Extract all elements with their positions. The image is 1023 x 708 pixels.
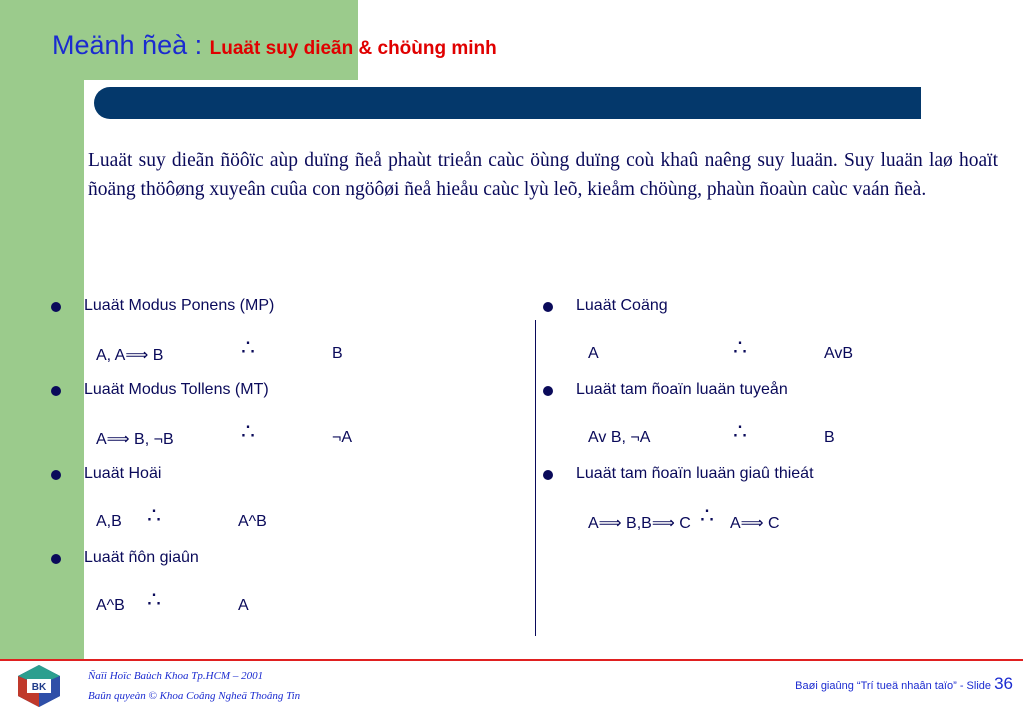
therefore-icon: ∴: [733, 335, 747, 360]
bullet-icon: [51, 554, 61, 564]
bullet-icon: [51, 302, 61, 312]
rule-premise: Av B, ¬A: [588, 429, 651, 446]
column-divider: [535, 320, 536, 636]
rule-addition: [540, 292, 1010, 376]
rule-modus-tollens: [48, 376, 528, 460]
footer-copyright: Baûn quyeàn © Khoa Coâng Ngheä Thoâng Tin: [88, 690, 301, 702]
footer-credits: [88, 666, 300, 706]
footer-divider: [0, 659, 1023, 661]
rule-premise: A⟹ B, ¬B: [96, 431, 174, 448]
intro-paragraph: [88, 146, 998, 204]
rule-simplification: [48, 544, 528, 628]
therefore-icon: ∴: [241, 419, 255, 444]
therefore-icon: ∴: [733, 419, 747, 444]
bullet-icon: [51, 470, 61, 480]
rules-left-column: [48, 292, 528, 628]
rule-name: Luaät tam ñoaïn luaän tuyeån: [576, 381, 788, 398]
rule-conclusion: ¬A: [332, 429, 353, 446]
slide-title: [52, 30, 497, 61]
therefore-icon: ∴: [700, 503, 714, 528]
therefore-icon: ∴: [147, 503, 161, 528]
intro-text: Luaät suy dieãn ñöôïc aùp duïng ñeå phaùt trieån caùc öùng duïng coù khaû naêng suy luaän. Suy luaän laø hoaït ñoäng thöôøng xuyeân cuûa con ngöôøi ñeå hieåu caùc lyù leõ, kieåm chöùng, phaùn ñoaùn caùc vaán ñeà.: [88, 150, 998, 200]
rule-modus-ponens: [48, 292, 528, 376]
university-logo-icon: [14, 663, 64, 708]
rule-premise: A⟹ B,B⟹ C: [588, 515, 691, 532]
rule-conclusion: B: [332, 345, 343, 362]
rule-name: Luaät tam ñoaïn luaän giaû thieát: [576, 465, 814, 482]
footer-slide-info: [795, 674, 1013, 694]
therefore-icon: ∴: [147, 587, 161, 612]
slide-title-main: Meänh ñeà :: [52, 30, 210, 60]
rule-name: Luaät ñôn giaûn: [84, 549, 199, 566]
rule-conclusion: A: [238, 597, 249, 614]
bullet-icon: [543, 302, 553, 312]
slide-number: 36: [994, 674, 1013, 693]
footer-university: Ñaïi Hoïc Baùch Khoa Tp.HCM – 2001: [88, 670, 264, 682]
rule-conclusion: AvB: [824, 345, 854, 362]
bullet-icon: [543, 470, 553, 480]
slide-title-sub: Luaät suy dieãn & chöùng minh: [209, 38, 497, 59]
rule-premise: A^B: [96, 597, 125, 614]
rule-name: Luaät Modus Tollens (MT): [84, 381, 269, 398]
rule-conclusion: A^B: [238, 513, 267, 530]
therefore-icon: ∴: [241, 335, 255, 360]
bullet-icon: [543, 386, 553, 396]
rule-premise: A, A⟹ B: [96, 347, 164, 364]
rule-name: Luaät Coäng: [576, 297, 668, 314]
rule-hypothetical-syllogism: [540, 460, 1010, 544]
rule-name: Luaät Hoäi: [84, 465, 162, 482]
rule-premise: A,B: [96, 513, 122, 530]
slide-label: Baøi giaûng “Trí tueä nhaân taïo” - Slide: [795, 680, 995, 692]
rule-premise: A: [588, 345, 599, 362]
bullet-icon: [51, 386, 61, 396]
rules-right-column: [540, 292, 1010, 544]
svg-text:BK: BK: [31, 682, 47, 693]
header-bar: [94, 87, 921, 119]
rule-conclusion: A⟹ C: [730, 515, 780, 532]
rule-conclusion: B: [824, 429, 835, 446]
rule-disjunctive-syllogism: [540, 376, 1010, 460]
rule-name: Luaät Modus Ponens (MP): [84, 297, 275, 314]
rule-conjunction: [48, 460, 528, 544]
